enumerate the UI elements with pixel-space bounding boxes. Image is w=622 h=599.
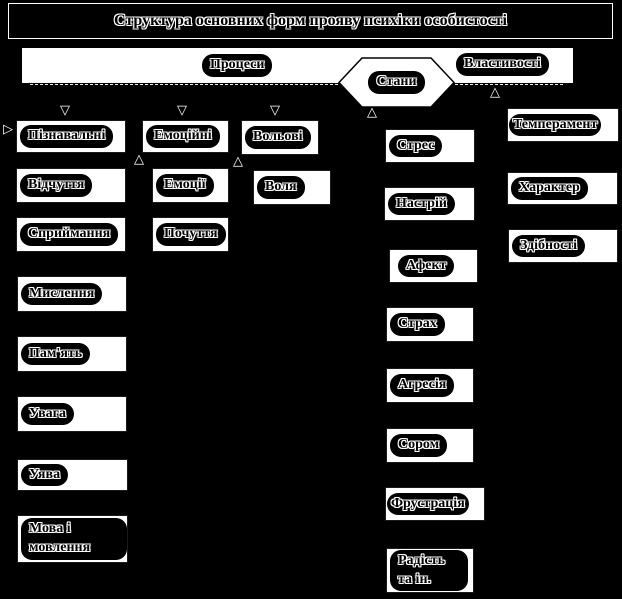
node-label: Сором	[390, 434, 447, 457]
processes-group-label: Процеси	[202, 54, 272, 77]
node-label: Радість та ін.	[390, 550, 468, 592]
node-volia	[253, 170, 331, 205]
node-volovi	[241, 120, 319, 155]
node-label: Відчуття	[20, 174, 92, 197]
node-label: Почуття	[156, 223, 226, 246]
node-label: Характер	[511, 177, 588, 200]
node-piznavalni	[16, 120, 126, 153]
node-label: Увага	[21, 403, 74, 426]
node-label: Воля	[257, 176, 305, 199]
node-label: Темперамент	[509, 114, 601, 137]
node-label: Страх	[390, 313, 445, 336]
node-uiava	[17, 459, 128, 491]
arrow-right-icon: ▷	[3, 122, 13, 137]
states-hexagon	[338, 57, 455, 108]
arrow-down-icon: ▽	[270, 103, 280, 118]
node-label: Пам'ять	[21, 343, 90, 366]
node-label: Емоційні	[146, 125, 220, 148]
group-bar	[22, 48, 573, 83]
node-label: Здібності	[512, 235, 585, 258]
arrow-up-icon: △	[490, 85, 500, 100]
node-strakh	[386, 307, 474, 342]
node-label: Стрес	[389, 135, 442, 158]
node-frustratsiia	[385, 487, 485, 521]
node-label: Мислення	[21, 283, 102, 306]
node-pamiat	[17, 336, 127, 372]
node-label: Вольові	[245, 126, 311, 149]
node-label: Емоції	[156, 174, 214, 197]
node-label: Афект	[398, 255, 454, 278]
node-uvaha	[17, 396, 127, 432]
node-nastrii	[384, 187, 475, 221]
title-box	[8, 3, 613, 39]
arrow-down-icon: ▽	[177, 103, 187, 118]
node-stres	[385, 129, 475, 163]
node-myslennia	[17, 276, 127, 312]
node-afekt	[389, 249, 478, 283]
arrow-up-icon: △	[134, 152, 144, 167]
dashed-divider	[30, 84, 563, 85]
node-pochuttia	[152, 217, 229, 252]
node-label: Мова і мовлення	[21, 518, 127, 560]
node-temperament	[507, 108, 619, 142]
diagram-title: Структура основних форм прояву психіки особистості	[114, 12, 507, 29]
node-kharakter	[507, 172, 618, 205]
node-label: Уява	[21, 464, 68, 487]
node-zdibnosti	[508, 229, 618, 263]
node-label: Сприймання	[20, 223, 118, 246]
node-vidchuttia	[16, 168, 126, 203]
arrow-up-icon: △	[367, 105, 377, 120]
node-radist-ta-in	[386, 548, 474, 593]
node-spryimannia	[16, 217, 126, 252]
node-label: Агресія	[390, 374, 454, 397]
node-sorom	[386, 428, 474, 463]
properties-group-label: Властивості	[456, 53, 549, 76]
arrow-down-icon: ▽	[60, 103, 70, 118]
node-ahresiia	[386, 368, 474, 403]
node-mova-i-movlennia	[17, 515, 128, 563]
node-emotsii	[152, 168, 229, 203]
arrow-up-icon: △	[233, 154, 243, 169]
node-emotsiini	[142, 120, 229, 153]
node-label: Настрій	[388, 193, 455, 216]
states-group-label: Стани	[368, 71, 424, 94]
node-label: Пізнавальні	[20, 125, 113, 148]
node-label: Фрустрація	[387, 493, 469, 516]
